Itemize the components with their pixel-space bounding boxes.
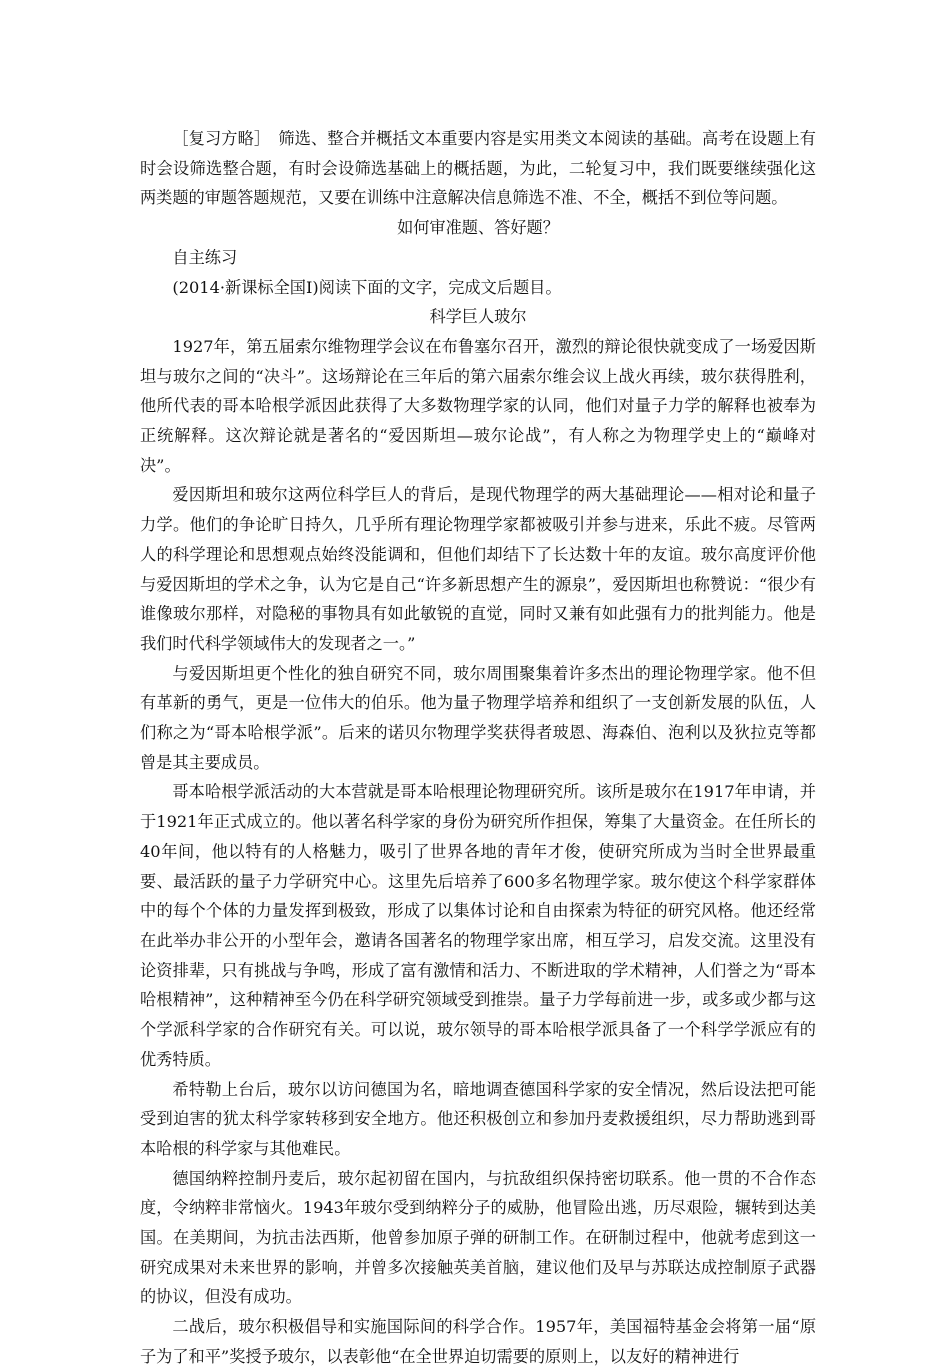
article-paragraph-7: 二战后，玻尔积极倡导和实施国际间的科学合作。1957年，美国福特基金会将第一届“原子为了和平”奖授予玻尔，以表彰他“在全世界迫切需要的原则上，以友好的精神进行: [140, 1317, 816, 1366]
instruction-line: (2014·新课标全国Ⅰ)阅读下面的文字，完成文后题目。: [172, 277, 562, 297]
review-strategy-label: ［复习方略］: [172, 129, 263, 148]
article-paragraph-6: 德国纳粹控制丹麦后，玻尔起初留在国内，与抗敌组织保持密切联系。他一贯的不合作态度，令纳粹非常恼火。1943年玻尔受到纳粹分子的威胁，他冒险出逃，历尽艰险，辗转到达美国。在美期间，为抗击法西斯，他曾参加原子弹的研制工作。在研制过程中，他就考虑到这一研究成果对未来世界的影响，并曾多次接触英美首脑，建议他们及早与苏联达成控制原子武器的协议，但没有成功。: [140, 1168, 816, 1307]
article-title: 科学巨人玻尔: [429, 307, 527, 327]
document-page: [140, 124, 816, 1372]
section-heading: 如何审准题、答好题？: [397, 218, 559, 238]
article-paragraph-4: 哥本哈根学派活动的大本营就是哥本哈根理论物理研究所。该所是玻尔在1917年申请，并于1921年正式成立的。他以著名科学家的身份为研究所作担保，筹集了大量资金。在任所长的40年间，他以特有的人格魅力，吸引了世界各地的青年才俊，使研究所成为当时全世界最重要、最活跃的量子力学研究中心。这里先后培养了600多名物理学家。玻尔使这个科学家群体中的每个个体的力量发挥到极致，形成了以集体讨论和自由探索为特征的研究风格。他还经常在此举办非公开的小型年会，邀请各国著名的物理学家出席，相互学习，启发交流。这里没有论资排辈，只有挑战与争鸣，形成了富有激情和活力、不断进取的学术精神，人们誉之为“哥本哈根精神”，这种精神至今仍在科学研究领域受到推崇。量子力学每前进一步，或多或少都与这个学派科学家的合作研究有关。可以说，玻尔领导的哥本哈根学派具备了一个科学学派应有的优秀特质。: [140, 782, 816, 1069]
review-strategy-text: 筛选、整合并概括文本重要内容是实用类文本阅读的基础。高考在设题上有时会设筛选整合题，有时会设筛选基础上的概括题，为此，二轮复习中，我们既要继续强化这两类题的审题答题规范，又要在训练中注意解决信息筛选不准、不全，概括不到位等问题。: [140, 129, 816, 208]
article-paragraph-1: 1927年，第五届索尔维物理学会议在布鲁塞尔召开，激烈的辩论很快就变成了一场爱因斯坦与玻尔之间的“决斗”。这场辩论在三年后的第六届索尔维会议上战火再续，玻尔获得胜利，他所代表的哥本哈根学派因此获得了大多数物理学家的认同，他们对量子力学的解释也被奉为正统解释。这次辩论就是著名的“爱因斯坦—玻尔论战”，有人称之为物理学史上的“巅峰对决”。: [140, 336, 816, 475]
article-paragraph-3: 与爱因斯坦更个性化的独自研究不同，玻尔周围聚集着许多杰出的理论物理学家。他不但有革新的勇气，更是一位伟大的伯乐。他为量子物理学培养和组织了一支创新发展的队伍，人们称之为“哥本哈根学派”。后来的诺贝尔物理学奖获得者玻恩、海森伯、泡利以及狄拉克等都曾是其主要成员。: [140, 663, 816, 772]
article-paragraph-2: 爱因斯坦和玻尔这两位科学巨人的背后，是现代物理学的两大基础理论——相对论和量子力学。他们的争论旷日持久，几乎所有理论物理学家都被吸引并参与进来，乐此不疲。尽管两人的科学理论和思想观点始终没能调和，但他们却结下了长达数十年的友谊。玻尔高度评价他与爱因斯坦的学术之争，认为它是自己“许多新思想产生的源泉”，爱因斯坦也称赞说：“很少有谁像玻尔那样，对隐秘的事物具有如此敏锐的直觉，同时又兼有如此强有力的批判能力。他是我们时代科学领域伟大的发现者之一。”: [140, 485, 816, 653]
review-strategy-paragraph: [140, 124, 816, 213]
practice-label: 自主练习: [172, 247, 238, 267]
article-paragraph-5: 希特勒上台后，玻尔以访问德国为名，暗地调查德国科学家的安全情况，然后设法把可能受到迫害的犹太科学家转移到安全地方。他还积极创立和参加丹麦救援组织，尽力帮助逃到哥本哈根的科学家与其他难民。: [140, 1079, 816, 1158]
